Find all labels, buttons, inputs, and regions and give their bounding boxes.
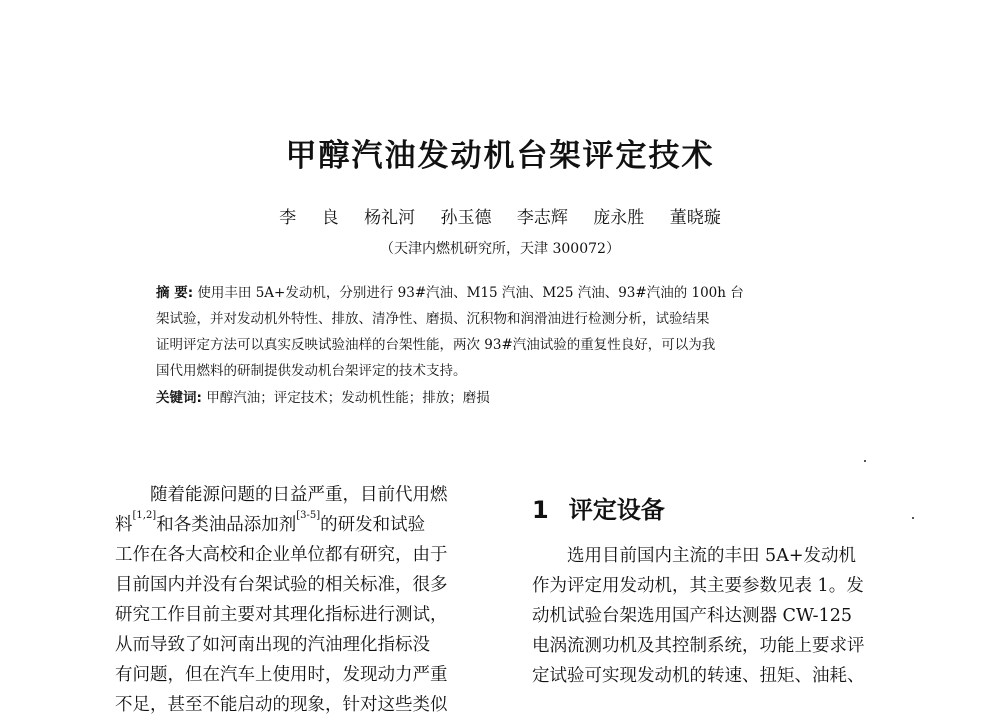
- body-line: [115, 510, 495, 540]
- body-text: 料: [115, 515, 133, 535]
- body-line: 工作在各大高校和企业单位都有研究，由于: [115, 545, 448, 565]
- body-line: 有问题，但在汽车上使用时，发现动力严重: [115, 665, 448, 685]
- body-line: 随着能源问题的日益严重，目前代用燃: [150, 485, 448, 505]
- body-line: 研究工作目前主要对其理化指标进行测试，: [115, 605, 448, 625]
- citation: [3-5]: [296, 510, 321, 521]
- paper-title: 甲醇汽油发动机台架评定技术: [285, 138, 715, 174]
- abstract-line: 证明评定方法可以真实反映试验油样的台架性能，两次 93#汽油试验的重复性良好，可以为我: [156, 337, 716, 353]
- body-line: 不足，甚至不能启动的现象，针对这些类似: [115, 695, 448, 715]
- section-heading: [532, 490, 665, 525]
- citation: [1,2]: [132, 510, 157, 521]
- keywords: [156, 385, 490, 411]
- keywords-label: 关键词:: [156, 390, 202, 406]
- body-line: 动机试验台架选用国产科达测器 CW-125: [532, 606, 852, 626]
- author-list: 李 良 杨礼河 孙玉德 李志辉 庞永胜 董晓璇: [279, 208, 721, 228]
- abstract-line: 架试验，并对发动机外特性、排放、清净性、磨损、沉积物和润滑油进行检测分析，试验结果: [156, 311, 710, 327]
- body-line: 从而导致了如河南出现的汽油理化指标没: [115, 635, 430, 655]
- body-line: 作为评定用发动机，其主要参数见表 1。发: [532, 576, 864, 596]
- left-column-body: [115, 480, 495, 720]
- body-text: 的研发和试验: [320, 515, 426, 535]
- abstract-line: [156, 280, 864, 306]
- section-number: 1: [532, 496, 549, 524]
- body-line: 目前国内并没有台架试验的相关标准，很多: [115, 575, 448, 595]
- abstract: [156, 280, 864, 384]
- section-title: 评定设备: [568, 496, 665, 524]
- body-line: 电涡流测功机及其控制系统，功能上要求评: [532, 636, 865, 656]
- body-line: 定试验可实现发动机的转速、扭矩、油耗、: [532, 666, 865, 686]
- body-text: 和各类油品添加剂: [156, 515, 297, 535]
- abstract-text: 使用丰田 5A+发动机，分别进行 93#汽油、M15 汽油、M25 汽油、93#汽油的 100h 台: [197, 285, 744, 301]
- right-column-body: [532, 541, 912, 691]
- abstract-label: 摘 要:: [156, 285, 194, 301]
- affiliation: （天津内燃机研究所，天津 300072）: [380, 241, 620, 257]
- keywords-text: 甲醇汽油；评定技术；发动机性能；排放；磨损: [206, 390, 490, 406]
- scan-speck: [912, 517, 914, 519]
- scan-speck: [864, 460, 866, 462]
- abstract-line: 国代用燃料的研制提供发动机台架评定的技术支持。: [156, 363, 467, 379]
- body-line: 选用目前国内主流的丰田 5A+发动机: [567, 546, 856, 566]
